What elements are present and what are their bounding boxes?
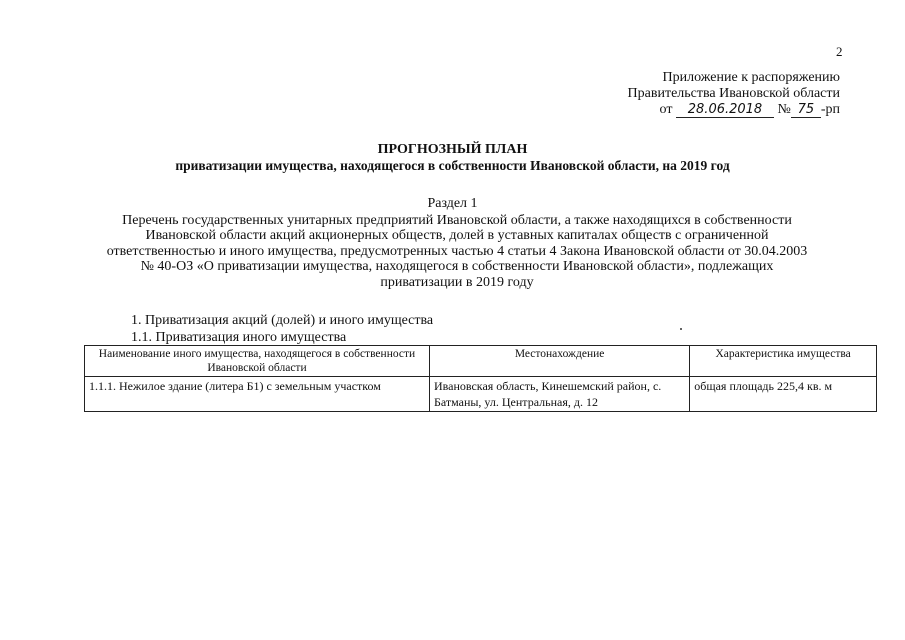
scan-speck bbox=[680, 328, 682, 330]
number-label: № bbox=[777, 102, 791, 117]
handwritten-date: 28.06.2018 bbox=[676, 103, 774, 118]
subheading-1-1: 1.1. Приватизация иного имущества bbox=[131, 330, 347, 345]
page-number: 2 bbox=[836, 44, 843, 59]
handwritten-number: 75 bbox=[791, 103, 821, 118]
appendix-line-2: Правительства Ивановской области bbox=[627, 86, 840, 101]
table-row bbox=[85, 377, 877, 412]
section-number: Раздел 1 bbox=[427, 196, 478, 211]
subheading-1: 1. Приватизация акций (долей) и иного имущества bbox=[131, 313, 434, 328]
header-location: Местонахождение bbox=[429, 346, 689, 377]
cell-characteristics: общая площадь 225,4 кв. м bbox=[690, 377, 877, 412]
assets-table bbox=[84, 345, 877, 412]
appendix-block bbox=[520, 70, 840, 118]
cell-location: Ивановская область, Кинешемский район, с. Батманы, ул. Центральная, д. 12 bbox=[429, 377, 689, 412]
header-name: Наименование иного имущества, находящегося в собственности Ивановской области bbox=[85, 346, 430, 377]
appendix-line-1: Приложение к распоряжению bbox=[662, 70, 840, 85]
cell-name: 1.1.1. Нежилое здание (литера Б1) с земельным участком bbox=[85, 377, 430, 412]
section-description: Перечень государственных унитарных предприятий Ивановской области, а также находящихся в собственности Ивановской области акций акционерных обществ, долей в уставных капиталах обществ с ограниченной ответственностью и иного имущества, предусмотренных частью 4 статьи 4 Закона Ивановской области от 30.04.2003 № 40-ОЗ «О приватизации имущества, находящегося в собственности Ивановской области», подлежащих приватизации в 2019 году bbox=[106, 213, 808, 290]
from-label: от bbox=[659, 102, 673, 117]
document-subtitle: приватизации имущества, находящегося в собственности Ивановской области, на 2019 год bbox=[175, 158, 730, 173]
table-header-row bbox=[85, 346, 877, 377]
header-characteristics: Характеристика имущества bbox=[690, 346, 877, 377]
document-title: ПРОГНОЗНЫЙ ПЛАН bbox=[377, 142, 528, 157]
appendix-line-3 bbox=[520, 102, 840, 118]
number-suffix: -рп bbox=[820, 102, 840, 117]
